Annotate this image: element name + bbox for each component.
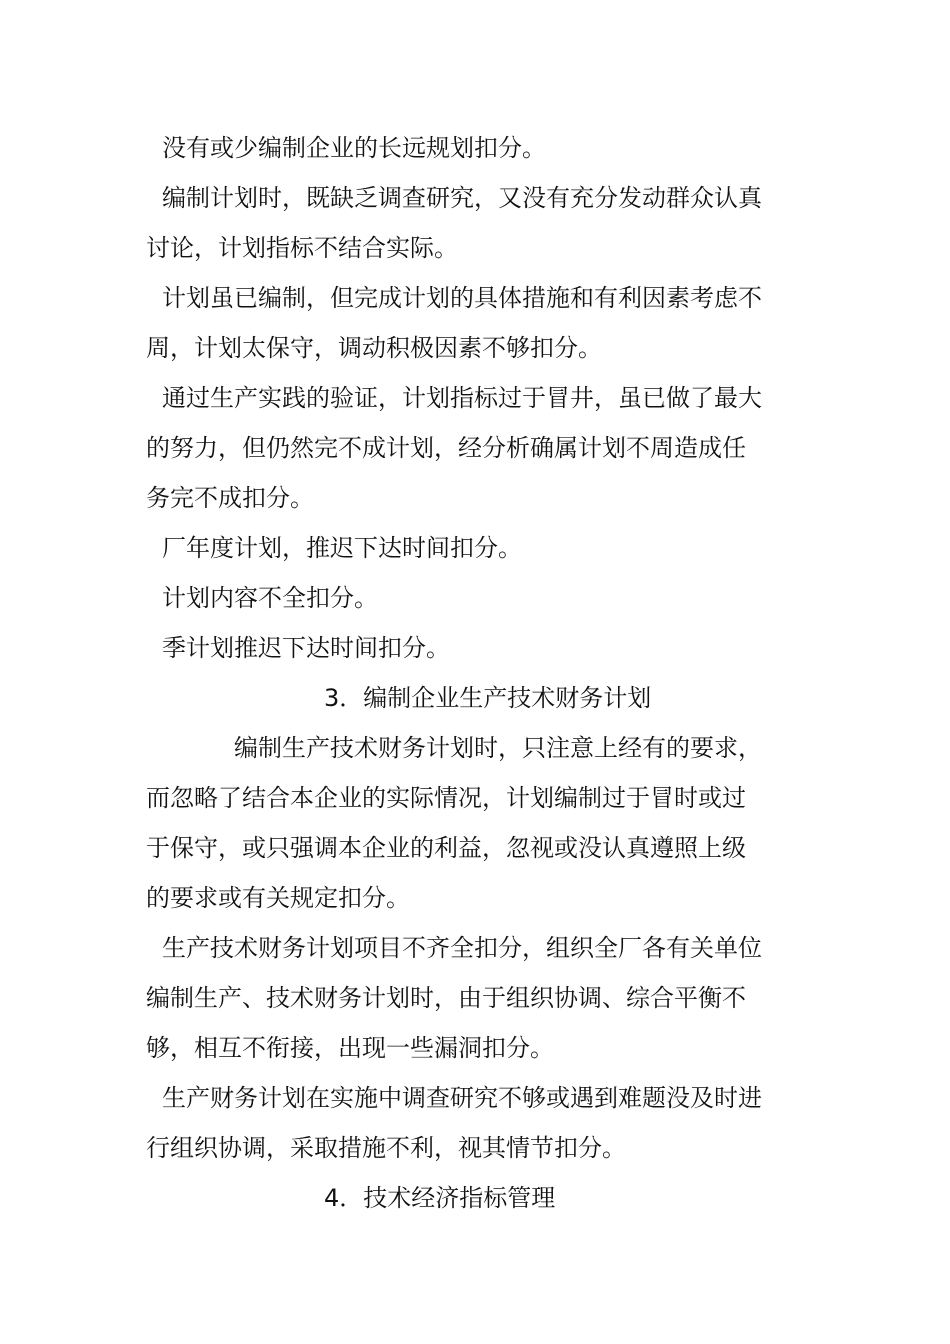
paragraph-line: 于保守，或只强调本企业的利益，忽视或没认真遵照上级: [146, 834, 746, 862]
paragraph-line: 生产财务计划在实施中调查研究不够或遇到难题没及时进: [162, 1084, 762, 1112]
section-heading-3: 3．编制企业生产技术财务计划: [324, 684, 652, 712]
paragraph-line: 的要求或有关规定扣分。: [146, 884, 410, 912]
paragraph-line: 周，计划太保守，调动积极因素不够扣分。: [146, 334, 602, 362]
paragraph-line: 编制计划时，既缺乏调查研究，又没有充分发动群众认真: [162, 184, 762, 212]
paragraph-line: 的努力，但仍然完不成计划，经分析确属计划不周造成任: [146, 434, 746, 462]
paragraph-line: 编制生产技术财务计划时，只注意上经有的要求，: [234, 734, 762, 762]
paragraph-line: 厂年度计划，推迟下达时间扣分。: [162, 534, 522, 562]
section-heading-4: 4．技术经济指标管理: [324, 1184, 556, 1212]
paragraph-line: 计划内容不全扣分。: [162, 584, 378, 612]
paragraph-line: 务完不成扣分。: [146, 484, 314, 512]
paragraph-line: 行组织协调，采取措施不利，视其情节扣分。: [146, 1134, 626, 1162]
paragraph-line: 编制生产、技术财务计划时，由于组织协调、综合平衡不: [146, 984, 746, 1012]
paragraph-line: 通过生产实践的验证，计划指标过于冒井，虽已做了最大: [162, 384, 762, 412]
paragraph-line: 而忽略了结合本企业的实际情况，计划编制过于冒时或过: [146, 784, 746, 812]
paragraph-line: 计划虽已编制，但完成计划的具体措施和有利因素考虑不: [162, 284, 762, 312]
paragraph-line: 够，相互不衔接，出现一些漏洞扣分。: [146, 1034, 554, 1062]
paragraph-line: 季计划推迟下达时间扣分。: [162, 634, 450, 662]
paragraph-line: 生产技术财务计划项目不齐全扣分，组织全厂各有关单位: [162, 934, 762, 962]
paragraph-line: 没有或少编制企业的长远规划扣分。: [162, 134, 546, 162]
paragraph-line: 讨论，计划指标不结合实际。: [146, 234, 458, 262]
